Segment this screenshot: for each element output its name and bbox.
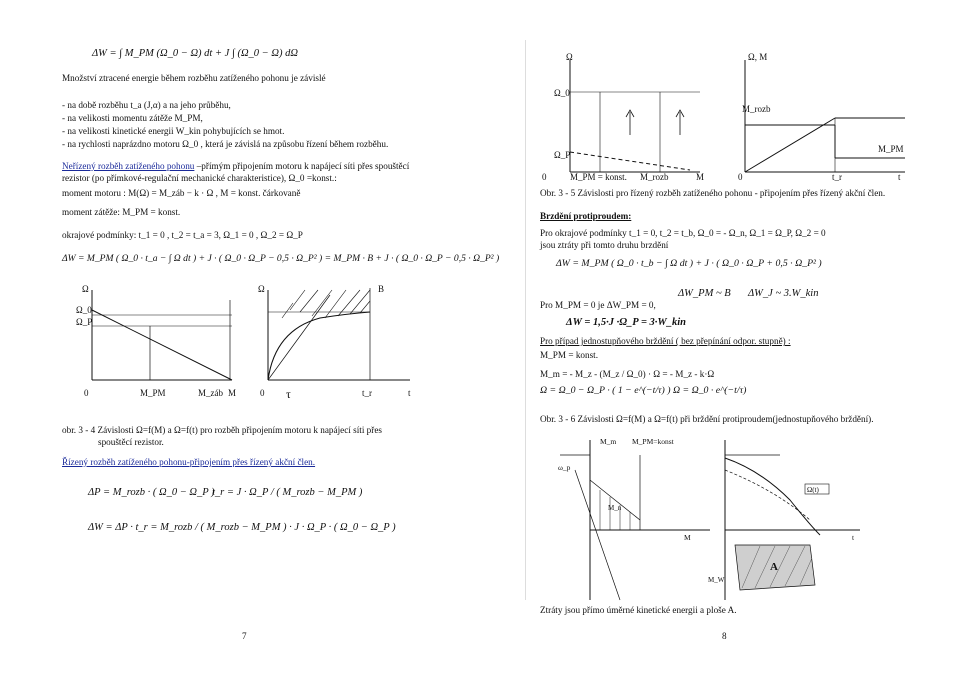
page-number-right: 8: [722, 631, 727, 641]
link-text: Neřízený rozběh zatíženého pohonu: [62, 161, 195, 171]
g4-t-label: t: [898, 172, 901, 182]
braking-losses-text: jsou ztráty při tomto druhu brzdění: [540, 240, 669, 250]
caption-3-5: Obr. 3 - 5 Závislosti pro řízený rozběh zatíženého pohonu - připojením přes řízený akční člen.: [540, 188, 886, 198]
g5-t-label: t: [852, 533, 855, 542]
g5-mpm-label: M_PM=konst: [632, 437, 674, 446]
braking-heading: Brzdění protiproudem:: [540, 211, 632, 221]
page-number-left: 7: [242, 631, 247, 641]
caption-3-4-line-2: spouštěcí rezistor.: [98, 437, 164, 447]
g2-b-label: B: [378, 284, 385, 294]
g1-mpm-label: M_PM: [140, 388, 166, 398]
g3-zero-label: 0: [542, 172, 547, 182]
g2-t-label: t: [408, 388, 411, 398]
moment-zateze: moment zátěže: M_PM = konst.: [62, 207, 181, 217]
dw-result: ΔW = 1,5·J ·Ω_P = 3·W_kin: [566, 317, 687, 328]
bullet-1: - na době rozběhu t_a (J,α) a na jeho průběhu,: [62, 100, 231, 110]
g5-mm-label: M_m: [600, 437, 617, 446]
single-stage-line-2: M_PM = konst.: [540, 350, 599, 360]
dw2-equation: ΔW = ΔP · t_r = M_rozb / ( M_rozb − M_PM ) · J · Ω_P · ( Ω_0 − Ω_P ): [88, 522, 396, 533]
g2-omega-label: Ω: [258, 284, 265, 294]
bottom-text: Ztráty jsou přímo úměrné kinetické energii a ploše A.: [540, 605, 737, 615]
bullet-2: - na velikosti momentu zátěže M_PM,: [62, 113, 203, 123]
g2-tau-label: τ: [286, 387, 291, 401]
controlled-startup-heading: Řízený rozběh zatíženého pohonu-připojením přes řízený akční člen.: [62, 457, 316, 467]
g3-omega0-label: Ω_0: [554, 88, 570, 98]
single-stage-line-1: Pro případ jednostupňového brždění ( bez přepínání odpor. stupně) :: [540, 336, 791, 346]
braking-equation: ΔW = M_PM ( Ω_0 · t_b − ∫ Ω dt ) + J · ( Ω_0 · Ω_P + 0,5 · Ω_P² ): [556, 258, 822, 269]
g3-mrozb-label: M_rozb: [640, 172, 669, 182]
paragraph-line-2: rezistor (po přímkové-regulační mechanické charakteristice), Ω_0 =konst.:: [62, 173, 337, 183]
intro-text: Množství ztracené energie během rozběhu zatíženého pohonu je závislé: [62, 73, 326, 83]
g2-zero-label: 0: [260, 388, 265, 398]
dp-equation: ΔP = M_rozb · ( Ω_0 − Ω_P ): [88, 487, 215, 498]
g1-omega0-label: Ω_0: [76, 305, 92, 315]
omega-equation: Ω = Ω_0 − Ω_P · ( 1 − e^(−t/τ) ) Ω = Ω_0 · e^(−t/τ): [540, 385, 747, 396]
g2-tr-label: t_r: [362, 388, 372, 398]
g5-m-label: M: [684, 533, 691, 542]
g5-omega-t-label: Ω(t): [807, 486, 819, 494]
g5-mw-label: M_W: [708, 576, 725, 584]
bullet-3: - na velikosti kinetické energii W_kin pohybujících se hmot.: [62, 126, 285, 136]
boundary-conditions: okrajové podmínky: t_1 = 0 , t_2 = t_a = 3, Ω_1 = 0 , Ω_2 = Ω_P: [62, 230, 303, 240]
g1-omegaP-label: Ω_P: [76, 317, 93, 327]
bullet-4: - na rychlosti naprázdno motoru Ω_0 , která je závislá na způsobu řízení během rozběhu.: [62, 139, 389, 149]
g4-mpm-label: M_PM: [878, 144, 904, 154]
tr-equation: t_r = J · Ω_P / ( M_rozb − M_PM ): [212, 487, 363, 498]
g1-mzab-label: M_záb: [198, 388, 223, 398]
caption-3-4-line-1: obr. 3 - 4 Závislosti Ω=f(M) a Ω=f(t) pro rozběh připojením motoru k napájecí síti přes: [62, 425, 382, 435]
g3-omega-label: Ω: [566, 52, 573, 62]
top-formula: ΔW = ∫ M_PM (Ω_0 − Ω) dt + J ∫ (Ω_0 − Ω) dΩ: [92, 48, 298, 59]
g4-zero-label: 0: [738, 172, 743, 182]
caption-3-6: Obr. 3 - 6 Závislosti Ω=f(M) a Ω=f(t) při brždění protiproudem(jednostupňového brždění).: [540, 414, 874, 424]
g3-omegaP-label: Ω_P: [554, 150, 571, 160]
g4-mrozb-label: M_rozb: [742, 104, 771, 114]
mpm-zero-line: Pro M_PM = 0 je ΔW_PM = 0,: [540, 300, 656, 310]
g4-omega-m-label: Ω, M: [748, 52, 768, 62]
g3-m-label: M: [696, 172, 705, 182]
moment-motoru: moment motoru : M(Ω) = M_záb − k · Ω , M = konst. čárkovaně: [62, 188, 301, 198]
braking-conditions: Pro okrajové podmínky t_1 = 0, t_2 = t_b, Ω_0 = - Ω_n, Ω_1 = Ω_P, Ω_2 = 0: [540, 228, 826, 238]
g5-area-label: A: [770, 561, 778, 573]
g5-omega-p-label: ω_p: [558, 463, 571, 472]
paragraph-rest: –přímým připojením motoru k napájecí síti přes spouštěcí: [194, 161, 410, 171]
dwj-relation: ΔW_J ~ 3.W_kin: [748, 288, 819, 299]
g1-m-label: M: [228, 388, 237, 398]
g1-zero-label: 0: [84, 388, 89, 398]
g5-mn-label: M_n: [608, 504, 622, 512]
g3-mpm-label: M_PM = konst.: [570, 172, 627, 182]
g4-tr-label: t_r: [832, 172, 842, 182]
mm-equation: M_m = - M_z - (M_z / Ω_0) · Ω = - M_z - k·Ω: [540, 369, 715, 379]
dw-equation: ΔW = M_PM ( Ω_0 · t_a − ∫ Ω dt ) + J · ( Ω_0 · Ω_P − 0,5 · Ω_P² ) = M_PM · B + J · ( Ω_0 · Ω_P − 0,5 · Ω_P² ): [62, 253, 500, 264]
g1-omega-label: Ω: [82, 284, 89, 294]
dwpm-relation: ΔW_PM ~ B: [678, 288, 731, 299]
